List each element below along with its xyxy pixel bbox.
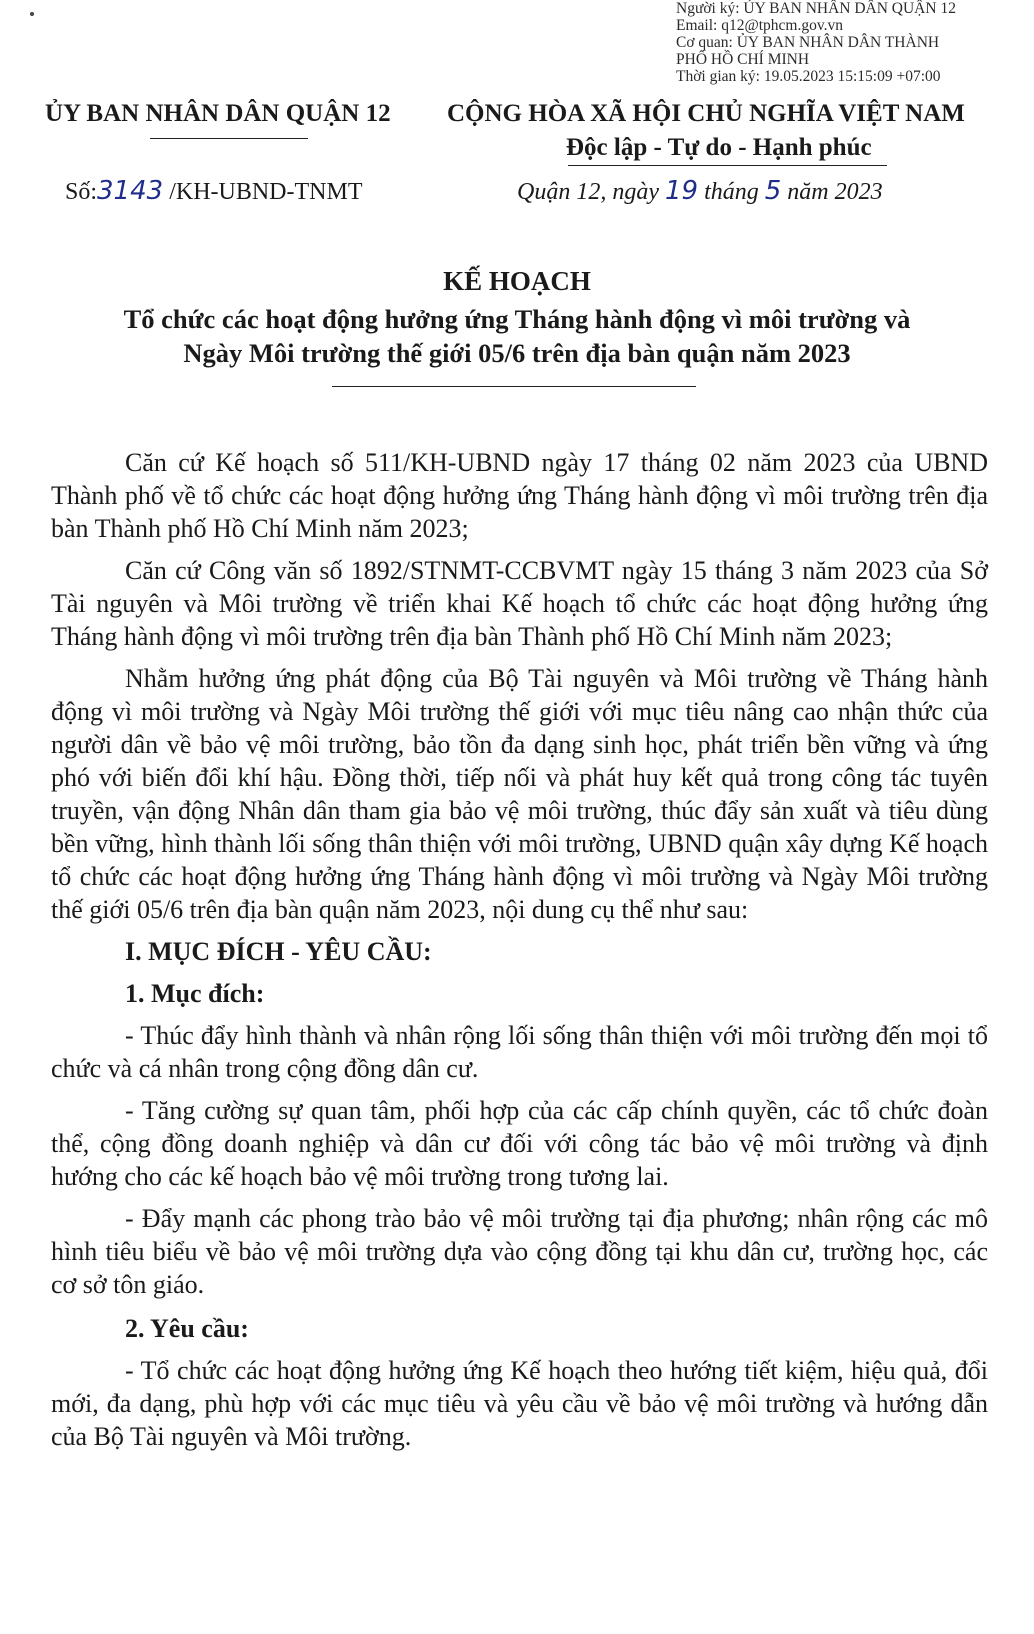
paragraph-purpose-intro: Nhằm hưởng ứng phát động của Bộ Tài nguyên và Môi trường về Tháng hành động vì môi trường và Ngày Môi trường thế giới với mục tiêu nâng cao nhận thức của người dân về bảo vệ môi trường, bảo tồn đa dạng sinh học, phát triển bền vững và ứng phó với biến đổi khí hậu. Đồng thời, tiếp nối và phát huy kết quả trong công tác tuyên truyền, vận động Nhân dân tham gia bảo vệ môi trường, thúc đẩy sản xuất và tiêu dùng bền vững, hình thành lối sống thân thiện với môi trường, UBND quận xây dựng Kế hoạch tổ chức các hoạt động hưởng ứng Tháng hành động vì môi trường và Ngày Môi trường thế giới 05/6 trên địa bàn quận năm 2023, nội dung cụ thể như sau: xyxy=(51,664,988,924)
signature-signer: Người ký: ỦY BAN NHÂN DÂN QUẬN 12 xyxy=(676,0,956,17)
paragraph-basis-1: Căn cứ Kế hoạch số 511/KH-UBND ngày 17 tháng 02 năm 2023 của UBND Thành phố về tổ chức các hoạt động hưởng ứng Tháng hành động vì môi trường trên địa bàn Thành phố Hồ Chí Minh năm 2023; xyxy=(51,448,988,543)
section-heading-1: I. MỤC ĐÍCH - YÊU CẦU: xyxy=(125,937,432,966)
national-title: CỘNG HÒA XÃ HỘI CHỦ NGHĨA VIỆT NAM xyxy=(447,100,965,127)
place-prefix: Quận 12, ngày xyxy=(517,179,659,205)
subsection-heading-requirements: 2. Yêu cầu: xyxy=(125,1314,249,1343)
bullet-purpose-2: - Tăng cường sự quan tâm, phối hợp của các cấp chính quyền, các tổ chức đoàn thể, cộng đồng doanh nghiệp và dân cư đối với công tác bảo vệ môi trường và định hướng cho các kế hoạch bảo vệ môi trường trong tương lai. xyxy=(51,1096,988,1191)
signature-agency-line2: PHỐ HỒ CHÍ MINH xyxy=(676,51,810,68)
document-number-suffix: /KH-UBND-TNMT xyxy=(169,179,363,205)
organization-underline xyxy=(150,138,308,139)
digital-signature-block xyxy=(676,0,1026,85)
bullet-purpose-1: - Thúc đẩy hình thành và nhân rộng lối sống thân thiện với môi trường đến mọi tổ chức và cá nhân trong cộng đồng dân cư. xyxy=(51,1021,988,1083)
document-number-handwritten: 3143 xyxy=(97,176,164,206)
signature-time: Thời gian ký: 19.05.2023 15:15:09 +07:00 xyxy=(676,68,941,85)
document-body xyxy=(51,446,988,1462)
document-number-prefix: Số: xyxy=(65,179,98,205)
scan-speck xyxy=(30,12,34,16)
subsection-heading-purpose: 1. Mục đích: xyxy=(125,979,265,1008)
bullet-purpose-3: - Đẩy mạnh các phong trào bảo vệ môi trường tại địa phương; nhân rộng các mô hình tiêu biểu về bảo vệ môi trường dựa vào cộng đồng tại khu dân cư, trường học, các cơ sở tôn giáo. xyxy=(51,1204,988,1299)
date-day-handwritten: 19 xyxy=(664,176,699,206)
issuing-organization: ỦY BAN NHÂN DÂN QUẬN 12 xyxy=(45,100,391,127)
bullet-requirement-1: - Tổ chức các hoạt động hưởng ứng Kế hoạch theo hướng tiết kiệm, hiệu quả, đổi mới, đa dạng, phù hợp với các mục tiêu và yêu cầu về bảo vệ môi trường và hướng dẫn của Bộ Tài nguyên và Môi trường. xyxy=(51,1356,988,1451)
document-type-title: KẾ HOẠCH xyxy=(443,266,591,296)
signature-agency-line1: Cơ quan: ỦY BAN NHÂN DÂN THÀNH xyxy=(676,34,940,51)
document-subject xyxy=(0,302,1034,370)
place-and-date xyxy=(517,176,883,206)
document-number xyxy=(65,176,363,206)
subject-line2: Ngày Môi trường thế giới 05/6 trên địa bàn quận năm 2023 xyxy=(183,338,851,368)
motto-underline xyxy=(568,165,887,166)
paragraph-basis-2: Căn cứ Công văn số 1892/STNMT-CCBVMT ngày 15 tháng 3 năm 2023 của Sở Tài nguyên và Môi trường về triển khai Kế hoạch tổ chức các hoạt động hưởng ứng Tháng hành động vì môi trường trên địa bàn Thành phố Hồ Chí Minh năm 2023; xyxy=(51,556,988,651)
signature-email: Email: q12@tphcm.gov.vn xyxy=(676,17,843,34)
title-underline xyxy=(332,386,696,387)
subject-line1: Tổ chức các hoạt động hưởng ứng Tháng hành động vì môi trường và xyxy=(123,304,911,334)
date-year: năm 2023 xyxy=(787,179,883,205)
date-month-handwritten: 5 xyxy=(764,176,782,206)
national-motto: Độc lập - Tự do - Hạnh phúc xyxy=(566,134,872,161)
date-month-label: tháng xyxy=(704,179,759,205)
